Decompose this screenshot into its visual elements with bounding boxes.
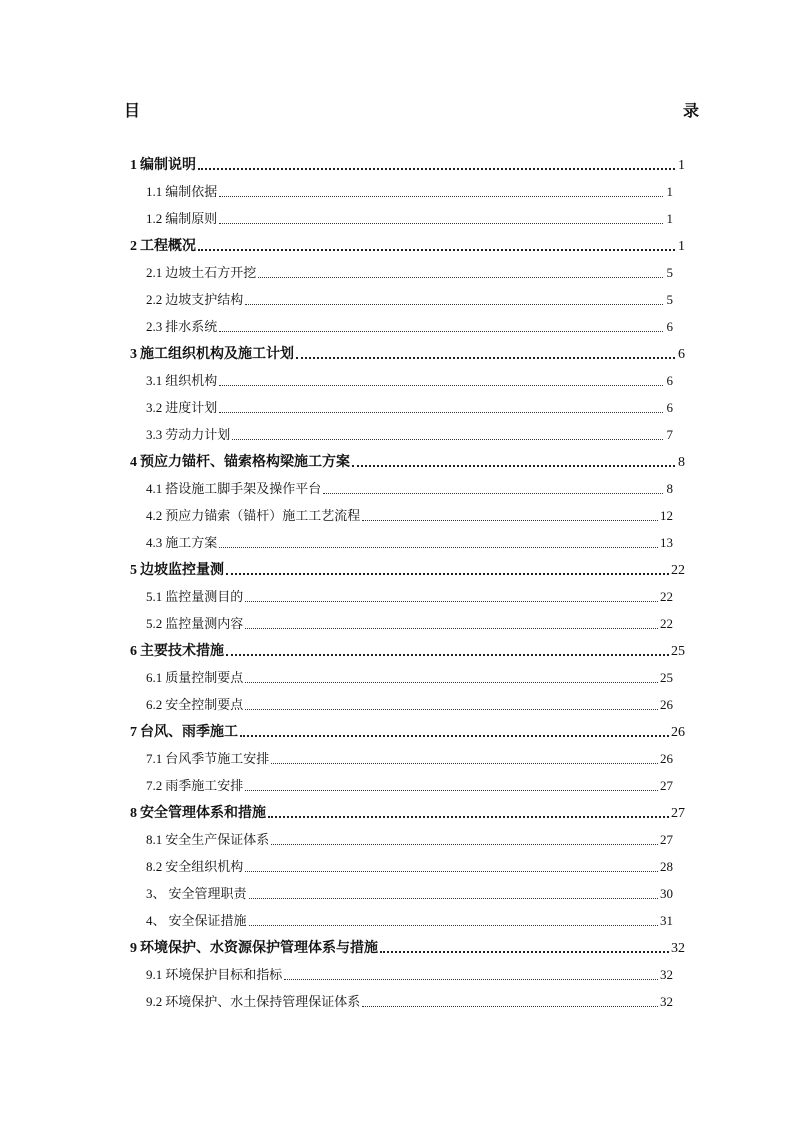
toc-title-right: 录 — [683, 101, 700, 120]
toc-entry-title: 进度计划 — [165, 401, 218, 416]
toc-page-number: 26 — [660, 751, 673, 766]
toc-entry-number: 7.1 — [146, 751, 163, 766]
toc-page-number: 12 — [660, 508, 673, 523]
toc-section-entry[interactable] — [146, 667, 673, 689]
toc-entry-title: 环境保护、水资源保护管理体系与措施 — [140, 940, 378, 956]
toc-entry-title: 台风、雨季施工 — [140, 724, 238, 740]
toc-page-number: 27 — [671, 806, 685, 821]
toc-entry-number: 1.2 — [146, 211, 163, 226]
toc-entry-title: 编制依据 — [165, 185, 218, 200]
toc-entry-number: 6 — [130, 644, 137, 659]
toc-page-number: 26 — [671, 725, 685, 740]
toc-page-number: 6 — [666, 400, 673, 415]
toc-dot-leader — [219, 384, 663, 386]
toc-dot-leader — [268, 815, 669, 818]
toc-chapter-entry[interactable] — [130, 802, 685, 824]
toc-entry-number: 2 — [130, 239, 137, 254]
toc-entry-title: 监控量测内容 — [165, 617, 244, 632]
toc-dot-leader — [219, 222, 663, 224]
toc-section-entry[interactable] — [146, 262, 673, 284]
toc-page-number: 5 — [666, 292, 673, 307]
toc-entry-number: 9.1 — [146, 967, 163, 982]
toc-entry-number: 8.1 — [146, 832, 163, 847]
toc-section-entry[interactable] — [146, 613, 673, 635]
toc-chapter-entry[interactable] — [130, 937, 685, 959]
toc-section-entry[interactable] — [146, 208, 673, 230]
toc-entry-number: 3.3 — [146, 427, 163, 442]
toc-section-entry[interactable] — [146, 478, 673, 500]
toc-dot-leader — [323, 492, 663, 494]
toc-dot-leader — [271, 762, 658, 764]
toc-dot-leader — [245, 870, 658, 872]
toc-section-entry[interactable] — [146, 289, 673, 311]
toc-chapter-entry[interactable] — [130, 451, 685, 473]
toc-dot-leader — [249, 924, 658, 926]
toc-dot-leader — [198, 167, 675, 170]
toc-entry-number: 5.2 — [146, 616, 163, 631]
toc-dot-leader — [219, 546, 658, 548]
toc-entry-number: 2.3 — [146, 319, 163, 334]
toc-entry-number: 8.2 — [146, 859, 163, 874]
toc-entry-number: 5 — [130, 563, 137, 578]
toc-section-entry[interactable] — [146, 532, 673, 554]
toc-page-number: 22 — [671, 563, 685, 578]
toc-dot-leader — [249, 897, 658, 899]
toc-entry-number: 3.2 — [146, 400, 163, 415]
toc-entry-number: 5.1 — [146, 589, 163, 604]
toc-page-number: 26 — [660, 697, 673, 712]
toc-section-entry[interactable] — [146, 856, 673, 878]
toc-entry-title: 边坡监控量测 — [140, 562, 224, 578]
toc-entry-number: 2.1 — [146, 265, 163, 280]
toc-entry-title: 主要技术措施 — [140, 643, 224, 659]
toc-page-number: 32 — [671, 941, 685, 956]
toc-entry-number: 9.2 — [146, 994, 163, 1009]
toc-entry-title: 环境保护目标和指标 — [165, 968, 283, 983]
toc-entry-number: 4.2 — [146, 508, 163, 523]
toc-page-number: 6 — [666, 319, 673, 334]
toc-entry-title: 质量控制要点 — [165, 671, 244, 686]
toc-page-number: 8 — [666, 481, 673, 496]
toc-section-entry[interactable] — [146, 505, 673, 527]
toc-dot-leader — [258, 276, 663, 278]
toc-dot-leader — [245, 708, 658, 710]
toc-section-entry[interactable] — [146, 370, 673, 392]
toc-entry-title: 台风季节施工安排 — [165, 752, 270, 767]
toc-page-number: 32 — [660, 967, 673, 982]
toc-entry-number: 3.1 — [146, 373, 163, 388]
toc-page-number: 1 — [678, 239, 685, 254]
toc-entry-title: 施工方案 — [165, 536, 218, 551]
toc-entry-title: 边坡土石方开挖 — [165, 266, 257, 281]
toc-entry-number: 7 — [130, 725, 137, 740]
toc-dot-leader — [271, 843, 658, 845]
toc-dot-leader — [352, 464, 675, 467]
toc-dot-leader — [226, 572, 669, 575]
toc-chapter-entry[interactable] — [130, 721, 685, 743]
toc-section-entry[interactable] — [146, 397, 673, 419]
toc-entry-number: 7.2 — [146, 778, 163, 793]
toc-entry-title: 预应力锚杆、锚索格构梁施工方案 — [140, 454, 350, 470]
toc-entry-title: 雨季施工安排 — [165, 779, 244, 794]
toc-entry-title: 工程概况 — [140, 238, 196, 254]
toc-chapter-entry[interactable] — [130, 559, 685, 581]
toc-entry-number: 3、 — [146, 886, 166, 901]
toc-dot-leader — [226, 653, 669, 656]
toc-entry-title: 安全控制要点 — [165, 698, 244, 713]
toc-entry-title: 安全管理体系和措施 — [140, 805, 266, 821]
toc-section-entry[interactable] — [146, 694, 673, 716]
toc-dot-leader — [362, 1005, 658, 1007]
toc-entry-number: 1 — [130, 158, 137, 173]
toc-page-number: 32 — [660, 994, 673, 1009]
toc-entry-title: 编制说明 — [140, 157, 196, 173]
toc-entry-title: 环境保护、水土保持管理保证体系 — [165, 995, 361, 1010]
toc-chapter-entry[interactable] — [130, 154, 685, 176]
toc-section-entry[interactable] — [146, 748, 673, 770]
toc-entry-title: 安全生产保证体系 — [165, 833, 270, 848]
toc-page-number: 25 — [660, 670, 673, 685]
toc-chapter-entry[interactable] — [130, 640, 685, 662]
toc-section-entry[interactable] — [146, 181, 673, 203]
toc-dot-leader — [219, 195, 663, 197]
toc-entry-number: 4 — [130, 455, 137, 470]
toc-section-entry[interactable] — [146, 424, 673, 446]
toc-page-number: 1 — [678, 158, 685, 173]
toc-chapter-entry[interactable] — [130, 235, 685, 257]
toc-section-entry[interactable] — [146, 883, 673, 905]
toc-section-entry[interactable] — [146, 829, 673, 851]
toc-entry-number: 4.3 — [146, 535, 163, 550]
toc-entry-number: 8 — [130, 806, 137, 821]
toc-section-entry[interactable] — [146, 964, 673, 986]
toc-dot-leader — [219, 411, 663, 413]
toc-page-number: 31 — [660, 913, 673, 928]
toc-dot-leader — [245, 627, 658, 629]
toc-page-number: 6 — [678, 347, 685, 362]
toc-page-number: 25 — [671, 644, 685, 659]
toc-entry-title: 劳动力计划 — [165, 428, 231, 443]
toc-entry-number: 4.1 — [146, 481, 163, 496]
toc-page-number: 28 — [660, 859, 673, 874]
toc-page-number: 8 — [678, 455, 685, 470]
toc-section-entry[interactable] — [146, 316, 673, 338]
toc-page-number: 27 — [660, 778, 673, 793]
toc-page-number: 22 — [660, 589, 673, 604]
toc-entry-number: 4、 — [146, 913, 166, 928]
toc-entry-number: 1.1 — [146, 184, 163, 199]
toc-dot-leader — [362, 519, 658, 521]
toc-dot-leader — [198, 248, 675, 251]
toc-dot-leader — [232, 438, 663, 440]
toc-page-number: 22 — [660, 616, 673, 631]
toc-dot-leader — [240, 734, 669, 737]
toc-page-number: 13 — [660, 535, 673, 550]
toc-page-number: 7 — [666, 427, 673, 442]
toc-entry-number: 2.2 — [146, 292, 163, 307]
toc-section-entry[interactable] — [146, 586, 673, 608]
toc-section-entry[interactable] — [146, 910, 673, 932]
toc-section-entry[interactable] — [146, 775, 673, 797]
toc-entry-title: 排水系统 — [165, 320, 218, 335]
toc-entry-title: 编制原则 — [165, 212, 218, 227]
toc-dot-leader — [219, 330, 663, 332]
toc-dot-leader — [380, 950, 669, 953]
toc-entry-title: 组织机构 — [165, 374, 218, 389]
toc-entry-title: 安全保证措施 — [168, 914, 247, 929]
toc-page-number: 6 — [666, 373, 673, 388]
toc-page-number: 27 — [660, 832, 673, 847]
toc-page-number: 5 — [666, 265, 673, 280]
toc-entry-title: 安全组织机构 — [165, 860, 244, 875]
toc-chapter-entry[interactable] — [130, 343, 685, 365]
toc-dot-leader — [245, 681, 658, 683]
toc-entry-number: 6.2 — [146, 697, 163, 712]
toc-title-left: 目 — [124, 101, 141, 120]
toc-entry-title: 施工组织机构及施工计划 — [140, 346, 294, 362]
toc-entry-number: 9 — [130, 941, 137, 956]
toc-page-number: 1 — [666, 184, 673, 199]
toc-dot-leader — [245, 303, 663, 305]
toc-entry-number: 6.1 — [146, 670, 163, 685]
toc-entry-title: 边坡支护结构 — [165, 293, 244, 308]
toc-entry-title: 监控量测目的 — [165, 590, 244, 605]
toc-section-entry[interactable] — [146, 991, 673, 1013]
toc-page-number: 30 — [660, 886, 673, 901]
toc-page-number: 1 — [666, 211, 673, 226]
toc-entry-title: 搭设施工脚手架及操作平台 — [165, 482, 322, 497]
toc-entry-title: 预应力锚索（锚杆）施工工艺流程 — [165, 509, 361, 524]
toc-entry-title: 安全管理职责 — [168, 887, 247, 902]
toc-dot-leader — [296, 356, 675, 359]
toc-dot-leader — [245, 789, 658, 791]
toc-entry-number: 3 — [130, 347, 137, 362]
toc-dot-leader — [245, 600, 658, 602]
toc-dot-leader — [284, 978, 658, 980]
